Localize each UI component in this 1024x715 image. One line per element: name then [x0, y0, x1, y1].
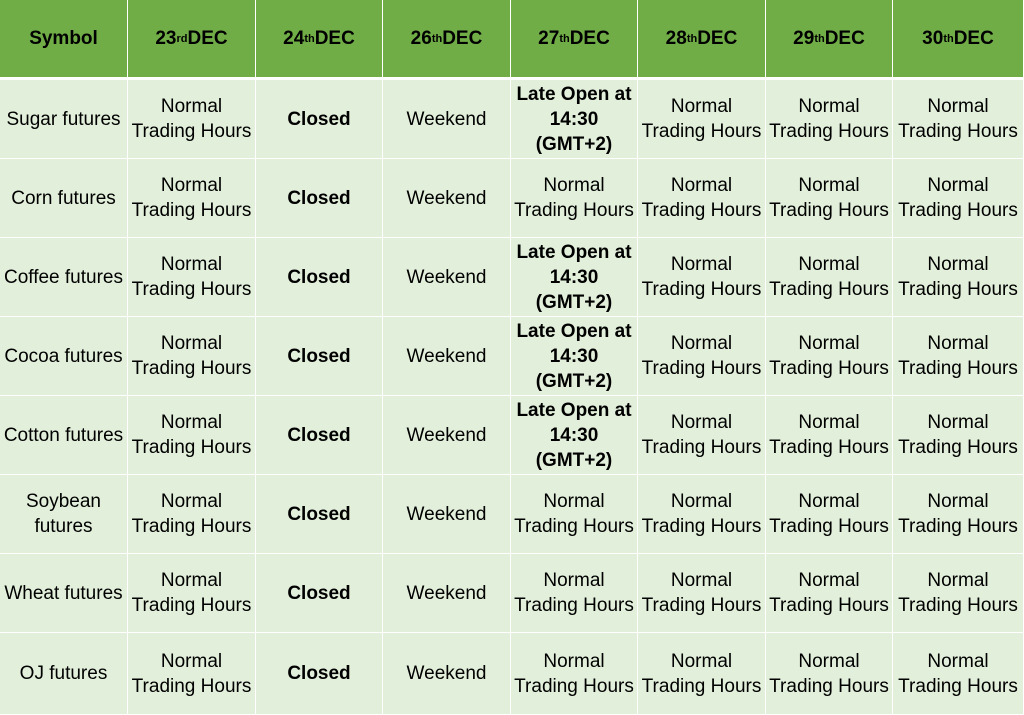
- table-cell: Normal Trading Hours: [638, 396, 766, 475]
- header-day-num: 30: [922, 28, 944, 49]
- row-symbol: OJ futures: [0, 633, 128, 715]
- table-cell: Normal Trading Hours: [128, 396, 256, 475]
- table-cell: Normal Trading Hours: [638, 633, 766, 715]
- table-cell: Normal Trading Hours: [511, 554, 638, 633]
- header-day: 27 th DEC: [511, 0, 638, 80]
- table-cell: Normal Trading Hours: [511, 475, 638, 554]
- table-cell: Closed: [256, 633, 383, 715]
- table-cell: Normal Trading Hours: [893, 396, 1024, 475]
- header-day: 30 th DEC: [893, 0, 1024, 80]
- header-day-month: DEC: [953, 28, 994, 49]
- header-symbol: Symbol: [0, 0, 128, 80]
- table-cell: Closed: [256, 159, 383, 238]
- row-symbol: Wheat futures: [0, 554, 128, 633]
- table-cell: Late Open at 14:30 (GMT+2): [511, 396, 638, 475]
- table-cell: Normal Trading Hours: [128, 238, 256, 317]
- table-cell: Normal Trading Hours: [766, 633, 893, 715]
- row-symbol: Cotton futures: [0, 396, 128, 475]
- row-symbol: Corn futures: [0, 159, 128, 238]
- header-day-month: DEC: [569, 28, 610, 49]
- table-cell: Normal Trading Hours: [128, 80, 256, 159]
- header-day-month: DEC: [314, 28, 355, 49]
- table-cell: Closed: [256, 554, 383, 633]
- table-cell: Normal Trading Hours: [766, 554, 893, 633]
- table-cell: Weekend: [383, 396, 511, 475]
- table-cell: Normal Trading Hours: [893, 238, 1024, 317]
- table-cell: Normal Trading Hours: [893, 633, 1024, 715]
- table-cell: Normal Trading Hours: [766, 80, 893, 159]
- row-symbol: Sugar futures: [0, 80, 128, 159]
- table-cell: Normal Trading Hours: [638, 80, 766, 159]
- header-day-month: DEC: [697, 28, 738, 49]
- table-cell: Normal Trading Hours: [638, 475, 766, 554]
- table-cell: Normal Trading Hours: [893, 475, 1024, 554]
- table-cell: Normal Trading Hours: [893, 159, 1024, 238]
- table-cell: Normal Trading Hours: [638, 238, 766, 317]
- table-cell: Normal Trading Hours: [511, 633, 638, 715]
- table-cell: Normal Trading Hours: [128, 633, 256, 715]
- header-day-num: 26: [410, 28, 432, 49]
- table-cell: Normal Trading Hours: [128, 317, 256, 396]
- table-cell: Weekend: [383, 238, 511, 317]
- table-cell: Normal Trading Hours: [766, 159, 893, 238]
- table-cell: Normal Trading Hours: [893, 554, 1024, 633]
- table-cell: Closed: [256, 80, 383, 159]
- table-cell: Late Open at 14:30 (GMT+2): [511, 317, 638, 396]
- table-cell: Weekend: [383, 80, 511, 159]
- table-cell: Normal Trading Hours: [511, 159, 638, 238]
- header-day-month: DEC: [442, 28, 483, 49]
- table-cell: Normal Trading Hours: [638, 159, 766, 238]
- table-cell: Late Open at 14:30 (GMT+2): [511, 238, 638, 317]
- table-cell: Weekend: [383, 159, 511, 238]
- table-cell: Normal Trading Hours: [766, 317, 893, 396]
- table-cell: Normal Trading Hours: [128, 554, 256, 633]
- header-day-num: 28: [665, 28, 687, 49]
- table-cell: Normal Trading Hours: [766, 396, 893, 475]
- table-cell: Normal Trading Hours: [893, 317, 1024, 396]
- table-cell: Normal Trading Hours: [128, 475, 256, 554]
- header-day: 26 th DEC: [383, 0, 511, 80]
- header-day: 28 th DEC: [638, 0, 766, 80]
- table-cell: Normal Trading Hours: [766, 475, 893, 554]
- header-day-num: 29: [793, 28, 815, 49]
- header-day-num: 27: [538, 28, 560, 49]
- table-cell: Normal Trading Hours: [638, 317, 766, 396]
- table-cell: Closed: [256, 475, 383, 554]
- table-cell: Closed: [256, 317, 383, 396]
- table-cell: Normal Trading Hours: [893, 80, 1024, 159]
- table-cell: Weekend: [383, 633, 511, 715]
- table-cell: Normal Trading Hours: [128, 159, 256, 238]
- row-symbol: Cocoa futures: [0, 317, 128, 396]
- header-day-num: 24: [283, 28, 305, 49]
- table-cell: Late Open at 14:30 (GMT+2): [511, 80, 638, 159]
- table-cell: Closed: [256, 396, 383, 475]
- table-cell: Weekend: [383, 317, 511, 396]
- header-day: 23 rd DEC: [128, 0, 256, 80]
- table-cell: Weekend: [383, 475, 511, 554]
- header-day-num: 23: [155, 28, 177, 49]
- table-cell: Normal Trading Hours: [638, 554, 766, 633]
- table-cell: Weekend: [383, 554, 511, 633]
- header-day-month: DEC: [187, 28, 228, 49]
- header-day: 29 th DEC: [766, 0, 893, 80]
- row-symbol: Coffee futures: [0, 238, 128, 317]
- table-cell: Normal Trading Hours: [766, 238, 893, 317]
- table-cell: Closed: [256, 238, 383, 317]
- row-symbol: Soybean futures: [0, 475, 128, 554]
- header-day: 24 th DEC: [256, 0, 383, 80]
- header-day-month: DEC: [824, 28, 865, 49]
